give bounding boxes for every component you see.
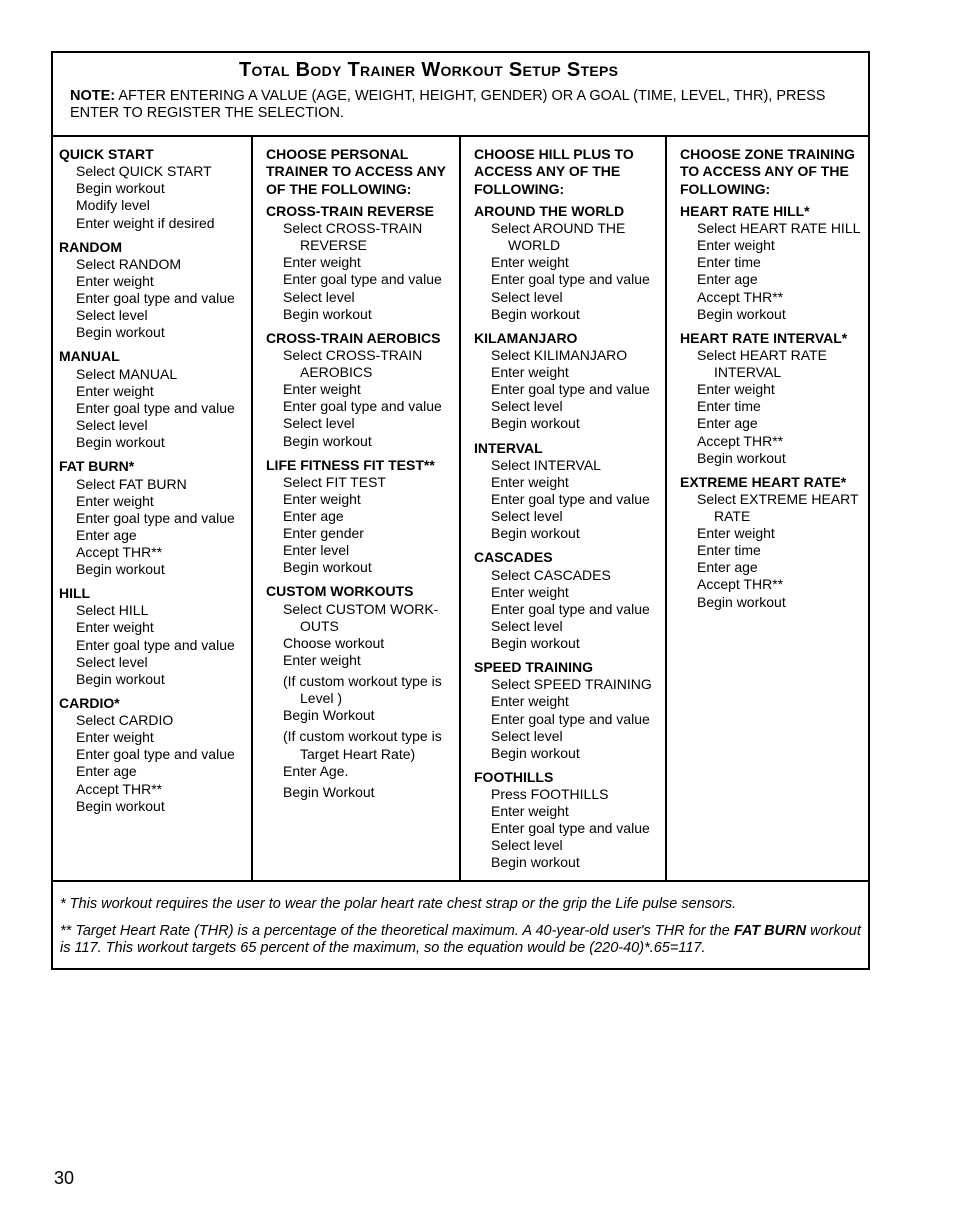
workout-heading: CROSS-TRAIN AEROBICS	[266, 329, 441, 346]
workout-heading: HEART RATE INTERVAL*	[680, 329, 848, 346]
workout-step: Begin Workout	[283, 707, 375, 724]
workout-heading: FOOTHILLS	[474, 768, 554, 785]
workout-section	[266, 457, 459, 577]
workout-step: Enter weight	[76, 273, 154, 290]
workout-heading: CUSTOM WORKOUTS	[266, 583, 414, 600]
column-lead: CHOOSE PERSONAL TRAINER TO ACCESS ANY OF THE FOLLOWING:	[266, 146, 446, 197]
workout-step: Select level	[283, 288, 355, 305]
footnote-target-heart-rate	[60, 923, 868, 957]
workout-step: Begin workout	[491, 305, 580, 322]
workout-step: Enter time	[697, 398, 761, 415]
workout-step: Enter age	[283, 508, 344, 525]
workout-step: Begin Workout	[283, 783, 375, 800]
workout-step: Enter weight	[697, 381, 775, 398]
workout-step: Enter weight if desired	[76, 214, 215, 231]
workout-step: Begin workout	[76, 797, 165, 814]
workout-section	[680, 330, 868, 467]
workout-step: Enter age	[697, 271, 758, 288]
workout-step: Begin workout	[491, 525, 580, 542]
workout-step: Begin workout	[76, 324, 165, 341]
workout-step: Begin workout	[76, 560, 165, 577]
workout-heading: KILAMANJARO	[474, 329, 578, 346]
workout-section	[59, 239, 251, 342]
workout-step: Accept THR**	[697, 288, 784, 305]
workout-section	[474, 549, 665, 652]
workout-step: Enter weight	[76, 729, 154, 746]
workout-step: Enter goal type and value	[491, 381, 650, 398]
workout-step: Enter weight	[697, 525, 775, 542]
workout-step: Begin workout	[697, 593, 786, 610]
workout-heading: HEART RATE HILL*	[680, 202, 810, 219]
workout-heading: INTERVAL	[474, 439, 543, 456]
workout-section	[680, 474, 868, 611]
workout-section	[266, 330, 459, 450]
workout-step: Select SPEED TRAINING	[491, 676, 652, 693]
workout-step: Select level	[491, 508, 563, 525]
workout-heading: AROUND THE WORLD	[474, 202, 625, 219]
workout-step: Accept THR**	[697, 432, 784, 449]
workout-step: Enter weight	[283, 491, 361, 507]
workout-step: Accept THR**	[697, 576, 784, 593]
workout-step: Enter goal type and value	[76, 636, 235, 653]
workout-step: Enter weight	[491, 254, 569, 271]
workout-heading: EXTREME HEART RATE*	[680, 473, 847, 490]
workout-step: Begin workout	[697, 449, 786, 466]
workout-heading: RANDOM	[59, 238, 122, 255]
workout-step: Select FIT TEST	[283, 473, 386, 490]
workout-heading: SPEED TRAINING	[474, 659, 594, 676]
workout-step: Enter weight	[76, 382, 154, 399]
workout-step: Enter goal type and value	[283, 271, 442, 288]
workout-step: Enter age	[697, 415, 758, 432]
workout-heading: CARDIO*	[59, 694, 120, 711]
workout-step: Enter weight	[491, 473, 569, 490]
column-zone-training	[665, 137, 868, 880]
workout-step: Select level	[491, 837, 563, 854]
column-personal-trainer	[251, 137, 459, 880]
workout-heading: MANUAL	[59, 348, 120, 365]
workout-section	[59, 585, 251, 688]
workout-step: Select HEART RATE INTERVAL	[697, 347, 827, 381]
workout-step: Enter goal type and value	[491, 271, 650, 288]
workout-section	[680, 203, 868, 323]
workout-step: Accept THR**	[76, 543, 163, 560]
workout-step: Enter goal type and value	[283, 398, 442, 415]
workout-step: Select AROUND THE WORLD	[491, 220, 626, 254]
workout-step: Select CASCADES	[491, 566, 611, 583]
workout-step: Enter weight	[491, 364, 569, 381]
footnote-polar-strap: * This workout requires the user to wear the polar heart rate chest strap or the grip the Life pulse sensors.	[60, 896, 737, 912]
workout-step: Enter weight	[491, 803, 569, 820]
workout-step: Begin workout	[491, 744, 580, 761]
workout-step: Select HEART RATE HILL	[697, 220, 861, 237]
workout-step: Select FAT BURN	[76, 475, 187, 492]
workout-step: Enter weight	[491, 693, 569, 710]
workout-step: Select level	[76, 307, 148, 324]
workout-step: Enter weight	[76, 619, 154, 636]
workout-step: Enter goal type and value	[76, 290, 235, 307]
workout-section	[59, 348, 251, 451]
workout-step: Select CROSS-TRAIN REVERSE	[283, 220, 423, 254]
workout-step: Select CUSTOM WORK-OUTS	[283, 600, 439, 634]
workout-step: Begin workout	[76, 434, 165, 451]
workout-step: Select level	[283, 415, 355, 432]
workout-step: Select level	[76, 417, 148, 434]
note-label: NOTE:	[70, 88, 116, 104]
workout-step: Begin workout	[491, 854, 580, 871]
workout-step: Enter goal type and value	[76, 746, 235, 763]
workout-heading: HILL	[59, 585, 91, 602]
workout-step: Select HILL	[76, 602, 149, 619]
workout-step: Enter weight	[283, 652, 361, 669]
workout-step: Select CARDIO	[76, 712, 174, 729]
workout-step: Enter goal type and value	[491, 600, 650, 617]
footnotes	[53, 882, 868, 968]
workout-step: Choose workout	[283, 634, 385, 651]
workout-section	[474, 330, 665, 433]
workout-step: Enter goal type and value	[491, 491, 650, 507]
workout-step: Enter goal type and value	[76, 509, 235, 526]
workout-step: Enter goal type and value	[491, 710, 650, 727]
workout-heading: QUICK START	[59, 146, 154, 162]
workout-step: Select level	[76, 653, 148, 670]
workout-section	[266, 203, 459, 323]
workout-heading: FAT BURN*	[59, 458, 135, 475]
workout-step: Enter Age.	[283, 762, 349, 779]
workout-step: Select level	[491, 288, 563, 305]
workout-step: Select level	[491, 398, 563, 415]
column-lead: CHOOSE ZONE TRAINING TO ACCESS ANY OF THE FOLLOWING:	[680, 146, 856, 197]
workout-step: Enter time	[697, 542, 761, 559]
footnote-thr-text: ** Target Heart Rate (THR) is a percentage of the theoretical maximum. A 40-year-old user's THR for the	[60, 923, 734, 939]
workout-step: Accept THR**	[76, 780, 163, 797]
workout-step: Enter age	[76, 763, 137, 780]
page-title: Total Body Trainer Workout Setup Steps	[239, 59, 619, 81]
workout-step: Enter time	[697, 254, 761, 271]
workout-section	[474, 203, 665, 323]
table-header	[53, 53, 868, 137]
workout-step: Select level	[491, 727, 563, 744]
workout-step: Enter weight	[76, 492, 154, 509]
workout-step: Select QUICK START	[76, 163, 212, 180]
workout-step: Enter age	[697, 559, 758, 576]
workout-section	[474, 440, 665, 543]
workout-heading: LIFE FITNESS FIT TEST**	[266, 456, 435, 473]
footnote-fat-burn: FAT BURN	[733, 923, 807, 939]
workout-step: Select KILIMANJARO	[491, 347, 628, 364]
workout-step: Select level	[491, 617, 563, 634]
workout-step: Select EXTREME HEART RATE	[697, 491, 859, 525]
workout-step: Enter gender	[283, 525, 364, 542]
workout-step: Enter age	[76, 526, 137, 543]
workout-step: Enter goal type and value	[76, 399, 235, 416]
workout-step: Enter weight	[697, 237, 775, 254]
workout-section	[474, 659, 665, 762]
workout-step: Begin workout	[283, 559, 372, 576]
workout-step: Press FOOTHILLS	[491, 786, 609, 803]
workout-step: Select INTERVAL	[491, 456, 601, 473]
workout-step: Begin workout	[76, 670, 165, 687]
workout-step: Begin workout	[491, 634, 580, 651]
workout-step: Select MANUAL	[76, 365, 178, 382]
workout-step: Enter weight	[283, 254, 361, 271]
workout-step: Enter weight	[491, 583, 569, 600]
workout-step: Modify level	[76, 197, 150, 214]
workout-heading: CROSS-TRAIN REVERSE	[266, 202, 435, 219]
workout-step: Enter level	[283, 542, 350, 559]
workout-section	[266, 583, 459, 800]
workout-step: Begin workout	[283, 432, 372, 449]
workout-step: (If custom workout type is Level )	[283, 673, 442, 707]
workout-step: Begin workout	[76, 180, 165, 197]
workout-section	[59, 146, 251, 232]
column-basic-workouts	[53, 137, 251, 880]
workout-section	[474, 769, 665, 872]
workout-section	[59, 458, 251, 578]
workout-step: Begin workout	[283, 305, 372, 322]
workout-step: Select RANDOM	[76, 255, 182, 272]
note-text: AFTER ENTERING A VALUE (AGE, WEIGHT, HEIGHT, GENDER) OR A GOAL (TIME, LEVEL, THR), PRESS ENTER TO REGISTER THE SELECTION.	[70, 88, 826, 121]
column-lead: CHOOSE HILL PLUS TO ACCESS ANY OF THE FOLLOWING:	[474, 146, 634, 197]
setup-steps-table	[51, 51, 870, 970]
workout-step: Enter weight	[283, 381, 361, 398]
workout-step: Enter goal type and value	[491, 820, 650, 837]
workout-step: Begin workout	[697, 305, 786, 322]
workout-section	[59, 695, 251, 815]
workout-heading: CASCADES	[474, 549, 553, 566]
workout-step: Begin workout	[491, 415, 580, 432]
workout-step: (If custom workout type is Target Heart Rate)	[283, 728, 442, 762]
footnote-thr-text-end: workout is 117. This workout targets 65 percent of the maximum, so the equation would be (220-40)*.65=117.	[60, 923, 861, 956]
note	[70, 88, 850, 122]
page-number: 30	[54, 1168, 75, 1188]
workout-step: Select CROSS-TRAIN AEROBICS	[283, 347, 423, 381]
workout-columns	[53, 137, 868, 882]
column-hill-plus	[459, 137, 665, 880]
